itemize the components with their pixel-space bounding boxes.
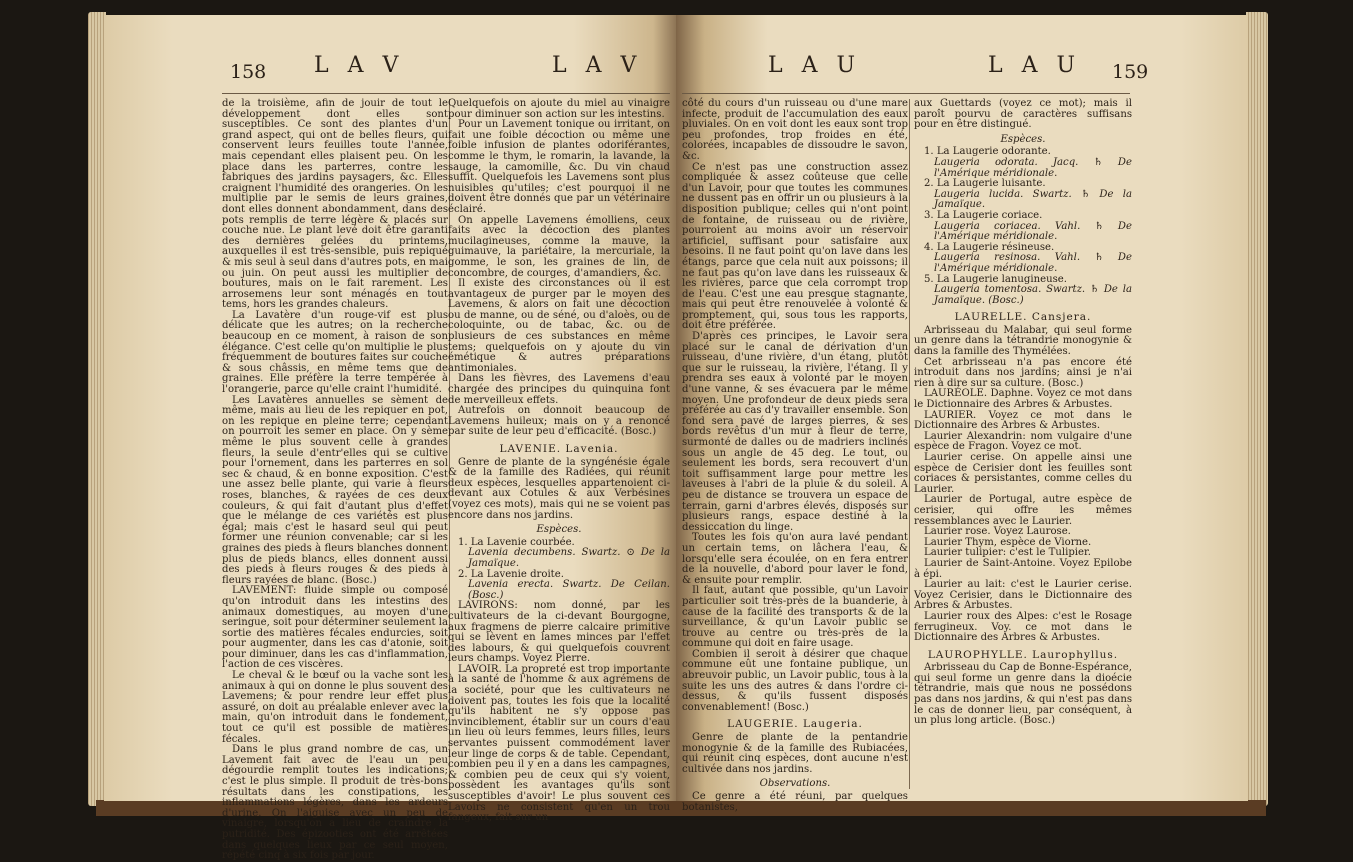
- right-header-right: L A U: [988, 53, 1082, 78]
- right-page: [676, 15, 1248, 813]
- paragraph: aux Guettards (voyez ce mot); mais il paroît pourvu de caractères suffisans pour en être distingué.: [914, 98, 1132, 131]
- paragraph: LAURÉOLE. Daphne. Voyez ce mot dans le Dictionnaire des Arbres & Arbustes.: [914, 388, 1132, 411]
- lavenie-title: LAVENIE. Lavenia.: [499, 443, 619, 455]
- laurophylle-title: LAUROPHYLLE. Laurophyllus.: [927, 648, 1119, 661]
- paragraph: Il existe des circonstances où il est avantageux de purger par le moyen des Lavemens, & alors on fait une décoction ou de manne, ou de séné, ou d'aloès, ou de coloquinte, ou de tabac, &c. ou de plusieurs de ces substances en même tems; quelquefois on y ajoute du vin émétique & autres préparations antimoniales.: [448, 278, 670, 374]
- lavenie-species-heading: Espèces.: [536, 524, 582, 536]
- paragraph: Laurier tulipier: c'est le Tulipier.: [924, 547, 1091, 559]
- paragraph: Toutes les fois qu'on aura lavé pendant un certain tems, on lâchera l'eau, & lorsqu'elle sera écoulée, on en fera entrer de la nouvelle, d'abord pour laver le fond, & ensuite pour remplir.: [682, 532, 908, 586]
- paragraph: Dans les fièvres, des Lavemens d'eau chargée des principes du quinquina font de merveilleux effets.: [448, 373, 670, 406]
- species-entry: Lavenia erecta. Swartz. De Ceilan. (Bosc.): [468, 579, 670, 601]
- right-column-1: [682, 99, 908, 813]
- paragraph: Laurier de Portugal, autre espèce de cerisier, qui offre les mêmes ressemblances avec le Laurier.: [914, 494, 1132, 527]
- paragraph: de la troisième, afin de jouir de tout le développement dont elles sont susceptibles. Ce sont des plantes d'un grand aspect, qui ont de belles fleurs, qui conservent leurs feuilles toute l'année, mais cependant elles plaisent peu. On les place dans les parterres, contre les fabriques des jardins paysagers, &c. Elles craignent l'humidité des orangeries. On les multiplie par le semis de leurs graines, dont elles donnent abondamment, dans des pots remplis de terre légère & placés sur couche nue. Le plant levé doit être garanti des dernières gelées du printems, auxquelles il est très-sensible, puis repiqué & mis seul à seul dans d'autres pots, en mai ou juin. On peut aussi les multiplier de boutures, mais on le fait rarement. Les arrosemens leur sont ménagés en tout tems, hors les grandes chaleurs.: [222, 98, 448, 311]
- left-page: [104, 15, 676, 862]
- paragraph: LAVIRONS: nom donné, par les cultivateurs de la ci-devant Bourgogne, aux fragmens de pierre calcaire primitive qui se lèvent en lames minces par l'effet des labours, & qui quelquefois couvrent leurs champs. Voyez Pierre.: [448, 600, 670, 665]
- paragraph: Laurier rose. Voyez Laurose.: [924, 526, 1071, 538]
- paragraph: Le cheval & le bœuf ou la vache sont les animaux à qui on donne le plus souvent des Lavemens; & pour rendre leur effet plus assuré, on doit au préalable enlever avec la main, qu'on introduit dans le fondement, tout ce qu'il est possible de matières fécales.: [222, 670, 448, 745]
- right-page-number: 159: [1112, 61, 1149, 83]
- paragraph: Laurier au lait: c'est le Laurier cerise. Voyez Cerisier, dans le Dictionnaire des Arbres & Arbustes.: [914, 579, 1132, 612]
- paragraph: Laurier roux des Alpes: c'est le Rosage ferrugineux. Voy. ce mot dans le Dictionnaire des Arbres & Arbustes.: [914, 610, 1132, 644]
- paragraph: Autrefois on donnoit beaucoup de Lavemens huileux; mais on y a renoncé par suite de leur peu d'efficacité. (Bosc.): [448, 405, 670, 438]
- left-header-left: L A V: [314, 53, 405, 78]
- laugerie-title: LAUGERIE. Laugeria.: [727, 718, 863, 731]
- paragraph: Les Lavatères annuelles se sèment de même, mais au lieu de les repiquer en pot, on les repique en pleine terre; cependant on pourroit les semer en place. On y sème même le plus souvent celle à grandes fleurs, la seule d'entr'elles qui se cultive pour l'ornement, dans les parterres en sol sec & chaud, & en bonne exposition. C'est une assez belle plante, qui varie à fleurs roses, blanches, & rayées de ces deux couleurs, & qui fait d'autant plus d'effet que le mélange de ces variétés est plus égal; mais c'est le hasard seul qui peut former une réunion convenable; car si les graines des pieds à fleurs blanches donnent plus de pieds blancs, elles donnent aussi des pieds à fleurs rouges & des pieds à fleurs rayées de blanc. (Bosc.): [222, 394, 448, 586]
- left-page-number: 158: [230, 61, 267, 83]
- right-page-edges: [1246, 12, 1268, 806]
- right-column-2: [914, 99, 1132, 727]
- species-entry: 2. La Laugerie luisante.: [924, 178, 1046, 190]
- left-header-right: L A V: [552, 53, 643, 78]
- species-entry: Laugeria tomentosa. Swartz. ♄ De la Jamaïque. (Bosc.): [934, 284, 1132, 306]
- species-entry: Laugeria lucida. Swartz. ♄ De la Jamaïque.: [934, 188, 1132, 211]
- paragraph: LAVEMENT: fluide simple ou composé qu'on introduit dans les intestins des animaux domestiques, au moyen d'une seringue, soit pour déterminer seulement la sortie des matières fécales endurcies, soit pour augmenter, dans les cas d'atonie, soit pour diminuer, dans les cas d'inflammation, l'action de ces viscères.: [222, 585, 448, 671]
- laugerie-species-heading: Espèces.: [1000, 133, 1046, 145]
- observations-heading: Observations.: [759, 778, 831, 790]
- species-entry: Laugeria coriacea. Vahl. ♄ De l'Amérique méridionale.: [934, 220, 1132, 243]
- species-entry: 3. La Laugerie coriace.: [924, 209, 1043, 221]
- species-entry: 1. La Laugerie odorante.: [924, 146, 1051, 158]
- paragraph: Ce genre a été réuni, par quelques botanistes,: [682, 791, 908, 813]
- paragraph: LAVOIR. La propreté est trop importante à la santé de l'homme & aux agrémens de la société, pour que les cultivateurs ne doivent pas, toutes les fois que la localité qu'ils habitent ne s'y oppose pas invinciblement, établir sur un cours d'eau un lieu où leurs femmes, leurs filles, leurs servantes puissent commodément laver leur linge de corps & de table. Cependant, combien peu il y en a dans les campagnes, & combien peu de ceux qui s'y voient, possèdent les avantages qu'ils sont susceptibles d'avoir! Le plus souvent ces Lavoirs ne consistent qu'en un trou fangeux, fait sur un: [448, 663, 670, 824]
- paragraph: La Lavatère d'un rouge-vif est plus délicate que les autres; on la recherche beaucoup en ce moment, à raison de son élégance. C'est celle qu'on multiplie le plus fréquemment de boutures faites sur couche & sous châssis, en même tems que de graines. Elle préfère la terre tempérée à l'orangerie, parce qu'elle craint l'humidité.: [222, 309, 448, 396]
- paragraph: Combien il seroit à désirer que chaque commune eût une fontaine publique, un abreuvoir public, un Lavoir public, tous à la suite les uns des autres & dans l'ordre ci-dessus, & qu'ils fussent disposés convenablement! (Bosc.): [682, 648, 908, 713]
- left-header-rule: [222, 93, 670, 94]
- paragraph: Quelquefois on ajoute du miel au vinaigre pour diminuer son action sur les intestins.: [448, 98, 670, 120]
- species-entry: 2. La Lavenie droite.: [458, 568, 564, 580]
- right-column-divider: [909, 99, 910, 789]
- paragraph: Ce n'est pas une construction assez compliquée & assez coûteuse que celle d'un Lavoir, pour que toutes les communes ne dussent pas en offrir un ou plusieurs à la disposition publique; celles qui n'ont point de fontaine, de ruisseau ou de rivière, pourroient au moins avoir un réservoir artificiel, suffisant pour satisfaire aux besoins. Il ne faut point qu'on lave dans les étangs, parce que cela nuit aux poissons; il ne faut pas qu'on lave dans les ruisseaux & les rivières, parce que cela corrompt trop de l'eau. C'est une eau presque stagnante, mais qui peut être renouvelée à volonté & promptement, qui, sous tous les rapports, doit être préférée.: [682, 161, 908, 332]
- species-entry: 4. La Laugerie résineuse.: [924, 241, 1055, 253]
- paragraph: Laurier Thym, espèce de Viorne.: [924, 536, 1092, 548]
- paragraph: Cet arbrisseau n'a pas encore été introduit dans nos jardins; ainsi je n'ai rien à dire sur sa culture. (Bosc.): [914, 356, 1132, 389]
- species-entry: Laugeria odorata. Jacq. ♄ De l'Amérique méridionale.: [934, 156, 1132, 179]
- paragraph: LAURIER. Voyez ce mot dans le Dictionnaire des Arbres & Arbustes.: [914, 409, 1132, 432]
- paragraph: Laurier de Saint-Antoine. Voyez Epilobe à épi.: [914, 557, 1132, 580]
- paragraph: Laurier Alexandrin: nom vulgaire d'une espèce de Fragon. Voyez ce mot.: [914, 430, 1132, 453]
- species-entry: Laugeria resinosa. Vahl. ♄ De l'Amérique méridionale.: [934, 252, 1132, 274]
- right-header-rule: [682, 93, 1130, 94]
- paragraph: côté du cours d'un ruisseau ou d'une mare infecte, produit de l'accumulation des eaux pluviales. On en voit dont les eaux sont trop peu profondes, trop froides en été, colorées, incapables de dissoudre le savon, &c.: [682, 98, 908, 162]
- species-entry: 5. La Laugerie lanugineuse.: [924, 273, 1067, 285]
- paragraph: Dans le plus grand nombre de cas, un Lavement fait avec de l'eau un peu dégourdie remplit toutes les indications; c'est le plus simple. Il produit de très-bons résultats dans les constipations, les inflammations légères, dans les ardeurs d'urine. On l'aiguise avec un peu de vinaigre, lorsqu'on a lieu de craindre la putridité. Des épizooties ont été arrêtées dans quelques lieux par ce seul moyen, répété cinq à six fois par jour.: [222, 744, 448, 862]
- paragraph: D'après ces principes, le Lavoir sera placé sur le canal de dérivation d'un ruisseau, d'une rivière, d'un étang, plutôt que sur le ruisseau, la rivière, l'étang. Il y prendra ses eaux à volonté par le moyen d'une vanne, & ses évacuera par le même moyen. Une profondeur de deux pieds sera préférée au cas d'y travailler ensemble. Son fond sera pavé de larges pierres, & ses bords revêtus d'un mur à fleur de terre, surmonté de dalles ou de madriers inclinés sous un angle de 45 deg. Le tout, ou seulement les bords, sera recouvert d'un toit suffisamment large pour mettre les laveuses à l'abri de la pluie & du soleil. A peu de distance se trouvera un espace de terrain, garni d'arbres élevés, disposés sur plusieurs rangs, espace destiné à la dessiccation du linge.: [682, 331, 908, 533]
- paragraph: Laurier cerise. On appelle ainsi une espèce de Cerisier dont les feuilles sont coriaces & persistantes, comme celles du Laurier.: [914, 452, 1132, 495]
- paragraph: Genre de plante de la pentandrie monogynie & de la famille des Rubiacées, qui réunit cinq espèces, dont aucune n'est cultivée dans nos jardins.: [682, 732, 908, 775]
- paragraph: Pour un Lavement tonique ou irritant, on fait une foible décoction ou même une foible infusion de plantes odoriférantes, comme le thym, le romarin, la lavande, la sauge, la camomille, &c. Du vin chaud suffit. Quelquefois les Lavemens sont plus nuisibles qu'utiles; c'est pourquoi il ne doivent être donnés que par un vétérinaire éclairé.: [448, 119, 670, 215]
- species-entry: 1. La Lavenie courbée.: [458, 536, 575, 548]
- left-column-2: [448, 99, 670, 824]
- right-header-left: L A U: [768, 53, 862, 78]
- laurelle-title: LAURELLE. Cansjera.: [954, 311, 1092, 324]
- paragraph: Il faut, autant que possible, qu'un Lavoir particulier soit très-près de la buanderie, à cause de la facilité des transports & de la surveillance, & qu'un Lavoir public se trouve au centre ou très-près de la commune qui doit en faire usage.: [682, 585, 908, 650]
- species-entry: Lavenia decumbens. Swartz. ⊙ De la Jamaïque.: [468, 547, 670, 569]
- paragraph: Arbrisseau du Cap de Bonne-Espérance, qui seul forme un genre dans la dioécie tétrandrie, mais que nous ne possédons pas dans nos jardins, & qui n'est pas dans le cas de donner lieu, par conséquent, à un plus long article. (Bosc.): [914, 662, 1132, 727]
- paragraph: Genre de plante de la syngénésie égale & de la famille des Radiées, qui réunit deux espèces, lesquelles appartenoient ci-devant aux Cotules & aux Verbésines (voyez ces mots), mais qui ne se voient pas encore dans nos jardins.: [448, 456, 670, 521]
- left-column-1: [222, 99, 448, 862]
- paragraph: Arbrisseau du Malabar, qui seul forme un genre dans la tétrandrie monogynie & dans la famille des Thymélées.: [914, 324, 1132, 358]
- paragraph: On appelle Lavemens émolliens, ceux faits avec la décoction des plantes mucilagineuses, comme la mauve, la guimauve, la pariétaire, la mercuriale, la gomme, le son, les graines de lin, de concombre, de courges, d'amandiers, &c.: [448, 214, 670, 279]
